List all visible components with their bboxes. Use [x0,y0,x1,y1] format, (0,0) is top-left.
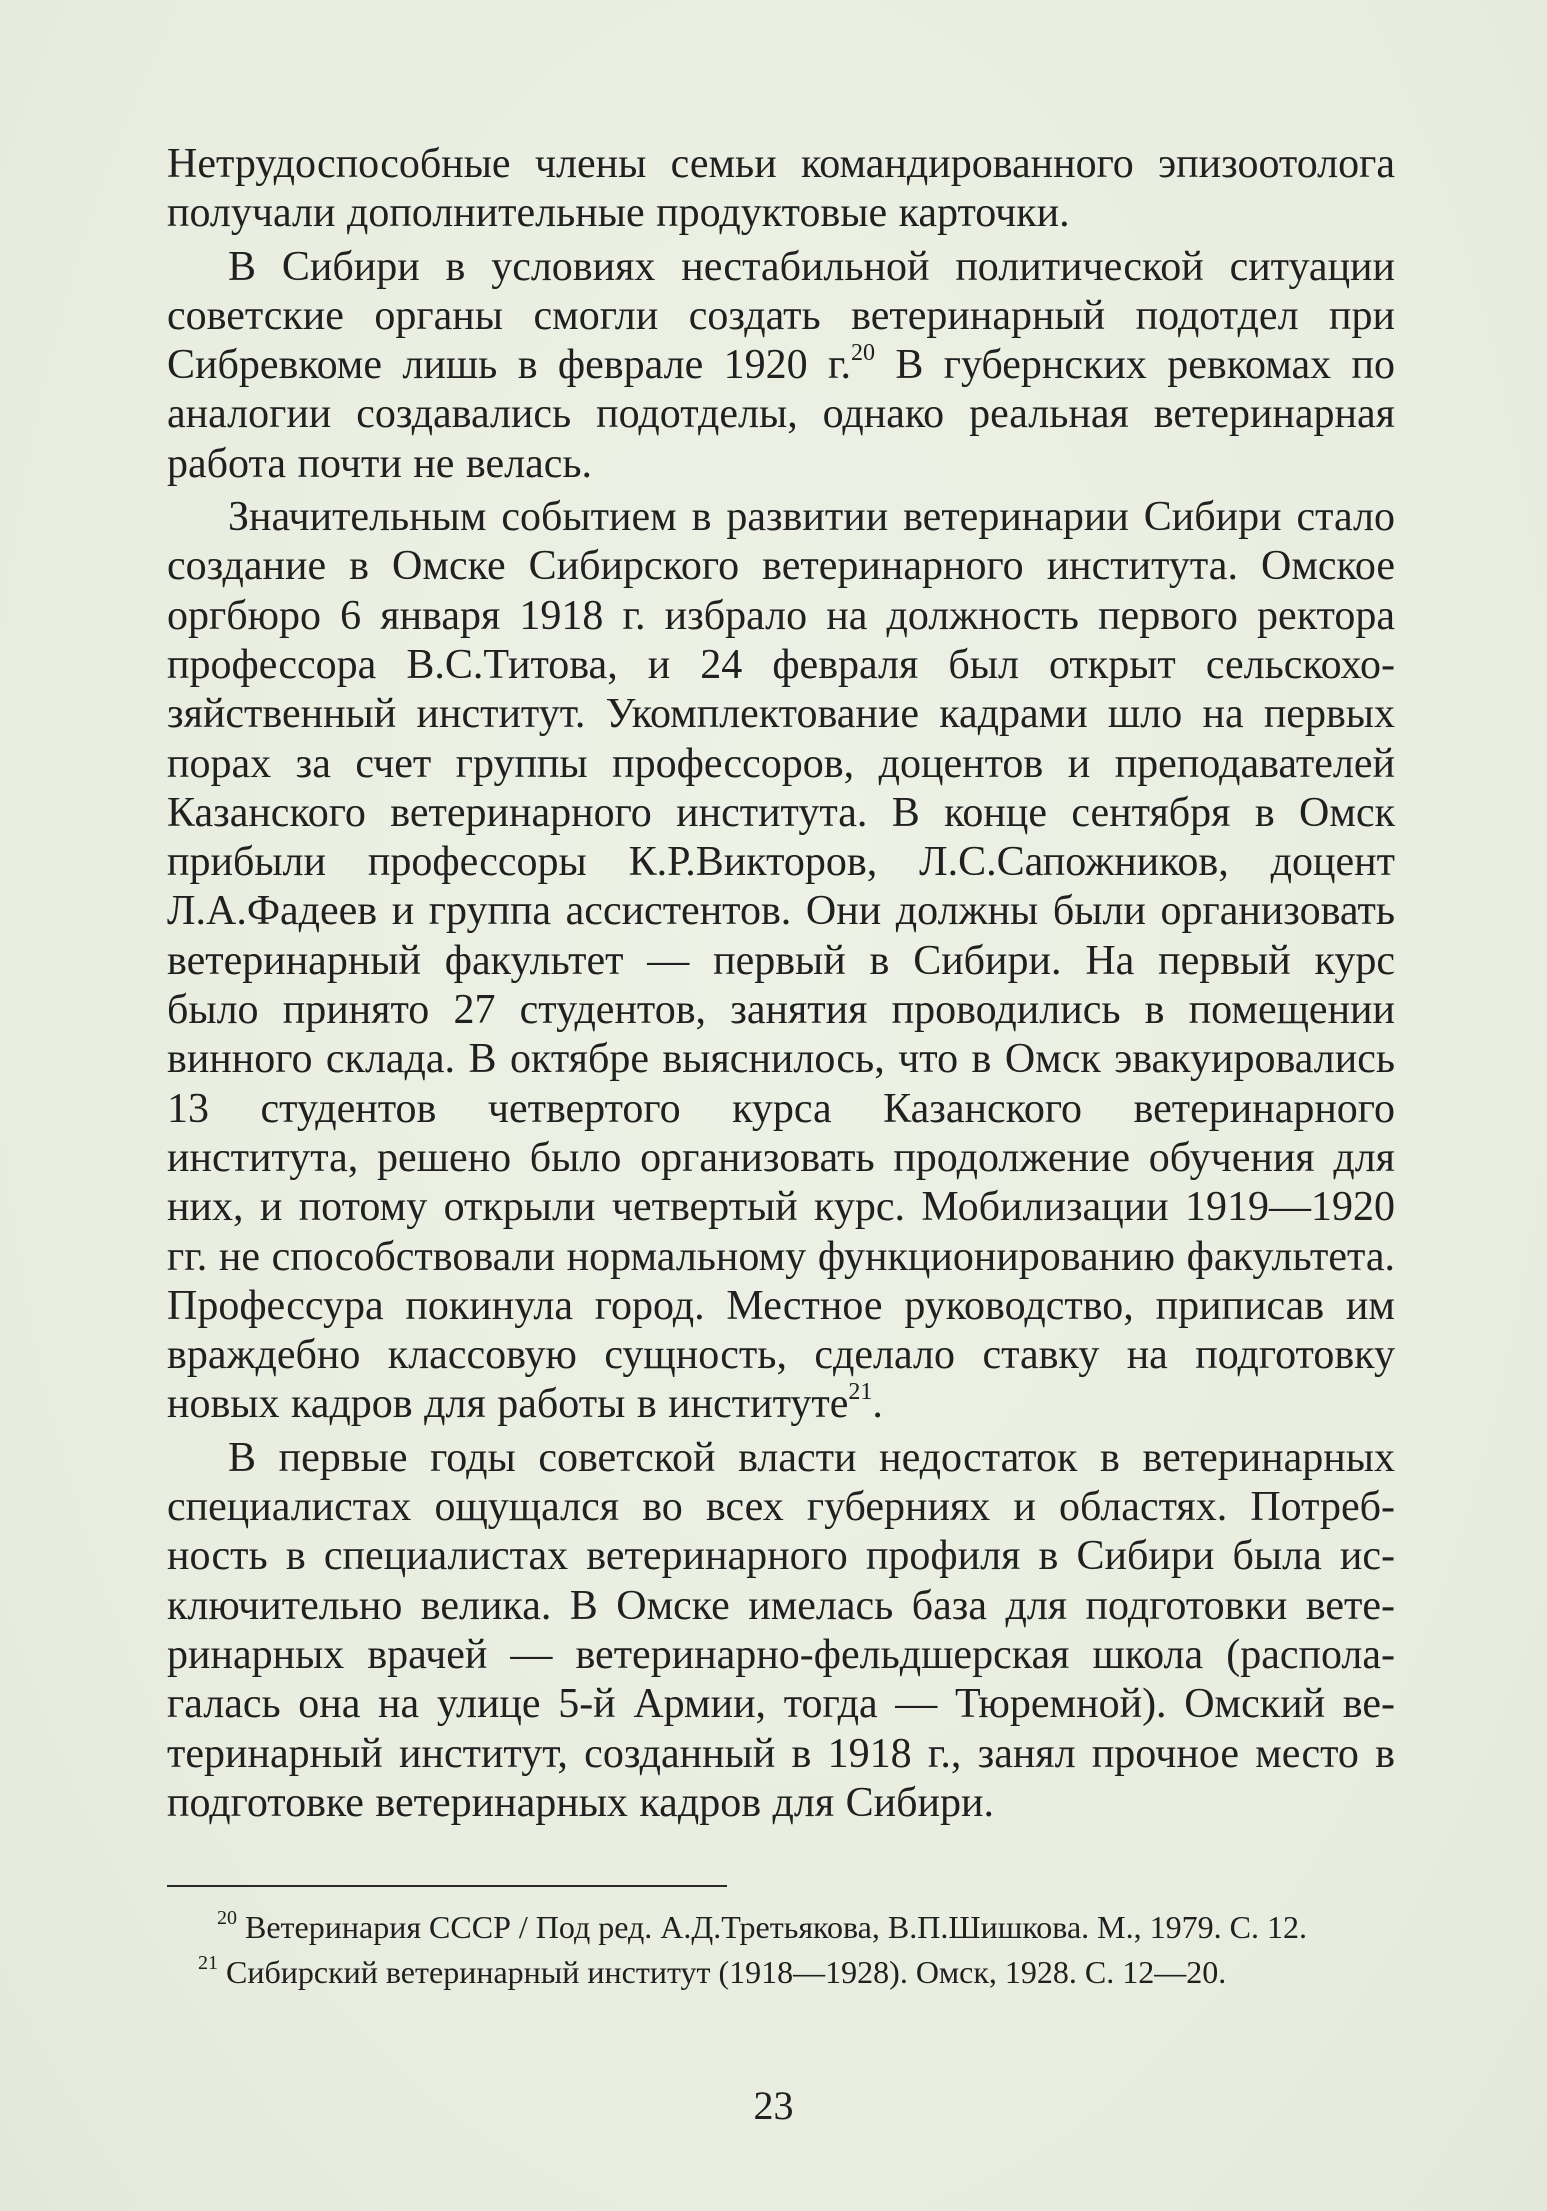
footnote-20 [167,1905,1395,1950]
paragraph-2-text-cont: В губернских ревкомах по аналогии создавались подотделы, однако реальная ветеринарная работа почти не велась. [167,342,1396,487]
footnote-21 [167,1950,1395,1995]
footnote-20-number: 20 [217,1907,237,1929]
footnote-divider [167,1885,727,1887]
paragraph-2 [167,243,1395,489]
footnote-ref-20: 20 [850,340,875,367]
footnotes [167,1905,1395,1995]
footnote-21-text: Сибирский ветеринарный институт (1918—1928). Омск, 1928. С. 12—20. [226,1954,1227,1990]
paragraph-3 [167,493,1395,1430]
paragraph-2-text: В Сибири в условиях нестабильной политической ситуации советские органы смогли создать ветеринарный подотдел при Сибревкоме лишь в феврале 1920 г. [167,243,1395,389]
page-number: 23 [753,2083,794,2128]
footnote-ref-21: 21 [848,1379,873,1406]
body-text [167,140,1395,1828]
paragraph-3-text: Значительным событием в развитии ветеринарии Сибири стало создание в Омске Сибирского ветеринарного института. Омское оргбюро 6 января 1918 г. избрало на должность первого ректора профессора В.С.Титова, и 24 февраля был открыт сельскохозяйственный институт. Укомплектование кадрами шло на первых порах за счет группы профессоров, доцентов и преподавателей Казанского ветеринарного института. В конце сентября в Омск прибыли профессоры К.Р.Викторов, Л.С.Сапожников, доцент Л.А.Фадеев и группа ассистентов. Они должны были организовать ветеринарный факультет — первый в Сибири. На первый курс было принято 27 студентов, занятия проводились в помещении винного склада. В октябре выяснилось, что в Омск эвакуировались 13 студентов четвертого курса Казанского ветеринарного института, решено было организовать продолжение обучения для них, и потому открыли четвертый курс. Мобилизации 1919—1920 гг. не способствовали нормальному функционированию факультета. Профессура покинула город. Местное руководство, приписав им враждебно классовую сущность, сделало ставку на подготовку новых кадров для работы в институте [167,494,1395,1428]
paragraph-1-text: Нетрудоспособные члены семьи командированного эпизоотолога получали дополнительные продуктовые карточки. [167,141,1395,237]
paragraph-4 [167,1434,1395,1828]
paragraph-3-text-cont: . [872,1381,883,1428]
paragraph-1 [167,140,1395,239]
paragraph-4-text: В первые годы советской власти недостаток в ветеринарных специалистах ощущался во всех губерниях и областях. Потребность в специалистах ветеринарного профиля в Сибири была исключительно велика. В Омске имелась база для подготовки ветеринарных врачей — ветеринарно-фельдшерская школа (располагалась она на улице 5-й Армии, тогда — Тюремной). Омский ветеринарный институт, созданный в 1918 г., занял прочное место в подготовке ветеринарных кадров для Сибири. [167,1434,1395,1826]
footnote-20-text: Ветеринария СССР / Под ред. А.Д.Третьякова, В.П.Шишкова. М., 1979. С. 12. [245,1909,1307,1945]
footnote-21-number: 21 [198,1952,218,1974]
